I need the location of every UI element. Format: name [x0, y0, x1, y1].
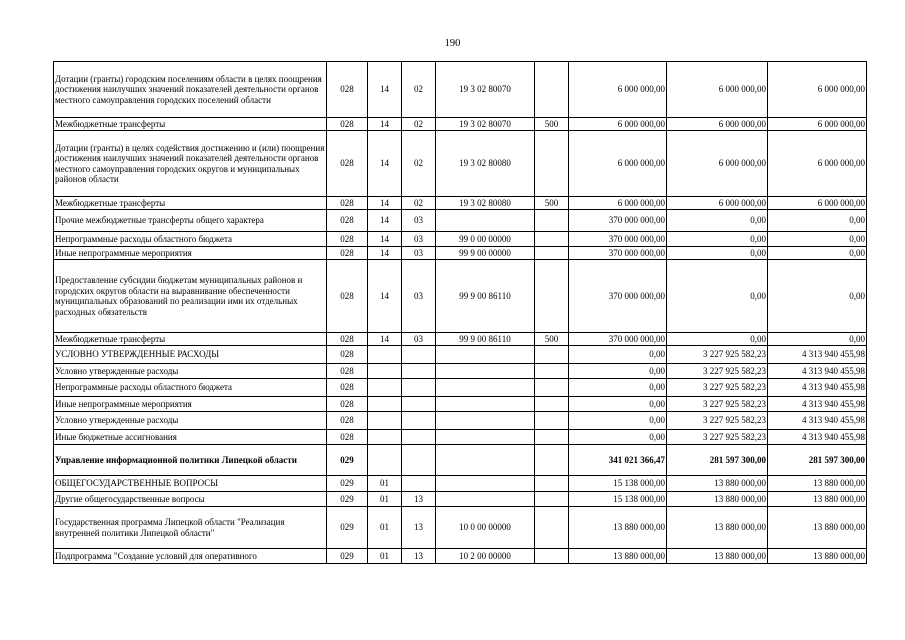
row-ved-code: 028 — [327, 333, 368, 346]
row-name: Межбюджетные трансферты — [54, 197, 327, 210]
row-sum-3: 6 000 000,00 — [768, 131, 867, 197]
row-sum-1: 13 880 000,00 — [569, 549, 667, 564]
row-sum-2: 3 227 925 582,23 — [667, 364, 768, 379]
row-subsection-code: 13 — [402, 549, 436, 564]
row-subsection-code — [402, 412, 436, 430]
table-row — [54, 232, 867, 247]
row-expense-type — [535, 412, 569, 430]
row-expense-type — [535, 492, 569, 507]
row-subsection-code: 03 — [402, 210, 436, 232]
table-row — [54, 131, 867, 197]
row-expense-type — [535, 260, 569, 333]
row-ved-code: 028 — [327, 232, 368, 247]
row-subsection-code — [402, 476, 436, 492]
row-ved-code: 029 — [327, 492, 368, 507]
row-ved-code: 029 — [327, 507, 368, 549]
table-row — [54, 210, 867, 232]
row-sum-2: 13 880 000,00 — [667, 507, 768, 549]
row-sum-2: 6 000 000,00 — [667, 131, 768, 197]
row-section-code: 01 — [368, 507, 402, 549]
row-expense-type: 500 — [535, 118, 569, 131]
row-target-article — [436, 492, 535, 507]
row-ved-code: 029 — [327, 445, 368, 476]
table-row — [54, 379, 867, 397]
row-target-article: 99 9 00 00000 — [436, 247, 535, 260]
row-subsection-code: 02 — [402, 62, 436, 118]
row-name: Дотации (гранты) в целях содействия достижению и (или) поощрения достижения наилучших значений показателей деятельности органов местного самоуправления городских округов и муниципальных районов области — [54, 131, 327, 197]
row-sum-1: 0,00 — [569, 397, 667, 412]
row-target-article — [436, 346, 535, 364]
row-subsection-code — [402, 364, 436, 379]
row-sum-1: 15 138 000,00 — [569, 476, 667, 492]
row-section-code: 14 — [368, 210, 402, 232]
table-row — [54, 247, 867, 260]
row-sum-2: 0,00 — [667, 210, 768, 232]
row-subsection-code — [402, 346, 436, 364]
row-sum-1: 370 000 000,00 — [569, 260, 667, 333]
row-section-code: 14 — [368, 247, 402, 260]
row-sum-1: 6 000 000,00 — [569, 131, 667, 197]
row-sum-1: 0,00 — [569, 364, 667, 379]
row-section-code — [368, 412, 402, 430]
row-sum-3: 4 313 940 455,98 — [768, 346, 867, 364]
row-sum-2: 0,00 — [667, 260, 768, 333]
row-name: Подпрограмма "Создание условий для оперативного — [54, 549, 327, 564]
row-ved-code: 028 — [327, 430, 368, 445]
row-name: УСЛОВНО УТВЕРЖДЕННЫЕ РАСХОДЫ — [54, 346, 327, 364]
row-sum-3: 0,00 — [768, 210, 867, 232]
row-sum-2: 13 880 000,00 — [667, 476, 768, 492]
row-sum-2: 281 597 300,00 — [667, 445, 768, 476]
row-name: Управление информационной политики Липецкой области — [54, 445, 327, 476]
row-target-article: 19 3 02 80070 — [436, 118, 535, 131]
table-row — [54, 197, 867, 210]
row-sum-3: 0,00 — [768, 260, 867, 333]
table-row — [54, 476, 867, 492]
row-section-code: 14 — [368, 197, 402, 210]
row-name: Межбюджетные трансферты — [54, 333, 327, 346]
row-sum-1: 6 000 000,00 — [569, 62, 667, 118]
row-target-article — [436, 364, 535, 379]
row-expense-type — [535, 507, 569, 549]
row-section-code: 14 — [368, 118, 402, 131]
row-section-code: 14 — [368, 260, 402, 333]
table-row — [54, 445, 867, 476]
row-name: Дотации (гранты) городским поселениям области в целях поощрения достижения наилучших значений показателей деятельности органов местного самоуправления городских поселений области — [54, 62, 327, 118]
row-target-article — [436, 476, 535, 492]
row-section-code — [368, 397, 402, 412]
table-row — [54, 260, 867, 333]
row-sum-3: 4 313 940 455,98 — [768, 379, 867, 397]
row-expense-type: 500 — [535, 197, 569, 210]
page-number: 190 — [444, 38, 461, 49]
row-ved-code: 028 — [327, 412, 368, 430]
budget-table — [53, 61, 867, 564]
row-sum-1: 370 000 000,00 — [569, 210, 667, 232]
row-name: Другие общегосударственные вопросы — [54, 492, 327, 507]
row-name: Иные бюджетные ассигнования — [54, 430, 327, 445]
table-row — [54, 492, 867, 507]
row-subsection-code: 03 — [402, 260, 436, 333]
row-ved-code: 028 — [327, 379, 368, 397]
table-row — [54, 507, 867, 549]
row-section-code — [368, 445, 402, 476]
row-name: Непрограммные расходы областного бюджета — [54, 379, 327, 397]
row-sum-1: 370 000 000,00 — [569, 333, 667, 346]
row-expense-type — [535, 346, 569, 364]
row-name: Иные непрограммные мероприятия — [54, 397, 327, 412]
row-target-article: 99 9 00 86110 — [436, 260, 535, 333]
row-sum-3: 13 880 000,00 — [768, 492, 867, 507]
row-sum-2: 13 880 000,00 — [667, 492, 768, 507]
row-ved-code: 028 — [327, 62, 368, 118]
row-target-article: 19 3 02 80070 — [436, 62, 535, 118]
row-sum-3: 6 000 000,00 — [768, 197, 867, 210]
row-name: Непрограммные расходы областного бюджета — [54, 232, 327, 247]
row-subsection-code — [402, 445, 436, 476]
table-row — [54, 364, 867, 379]
row-ved-code: 028 — [327, 210, 368, 232]
row-section-code: 01 — [368, 492, 402, 507]
row-section-code: 14 — [368, 232, 402, 247]
row-subsection-code — [402, 430, 436, 445]
row-expense-type — [535, 445, 569, 476]
row-target-article — [436, 210, 535, 232]
row-subsection-code: 03 — [402, 232, 436, 247]
row-sum-2: 0,00 — [667, 232, 768, 247]
row-target-article — [436, 412, 535, 430]
row-section-code: 01 — [368, 549, 402, 564]
table-row — [54, 549, 867, 564]
row-sum-2: 0,00 — [667, 247, 768, 260]
row-name: ОБЩЕГОСУДАРСТВЕННЫЕ ВОПРОСЫ — [54, 476, 327, 492]
row-subsection-code: 02 — [402, 131, 436, 197]
row-sum-2: 6 000 000,00 — [667, 118, 768, 131]
row-subsection-code: 03 — [402, 333, 436, 346]
row-sum-3: 0,00 — [768, 232, 867, 247]
row-sum-2: 13 880 000,00 — [667, 549, 768, 564]
row-expense-type: 500 — [535, 333, 569, 346]
row-subsection-code: 13 — [402, 507, 436, 549]
row-expense-type — [535, 62, 569, 118]
row-sum-3: 4 313 940 455,98 — [768, 364, 867, 379]
row-sum-2: 3 227 925 582,23 — [667, 397, 768, 412]
row-sum-1: 6 000 000,00 — [569, 118, 667, 131]
row-sum-1: 341 021 366,47 — [569, 445, 667, 476]
table-row — [54, 62, 867, 118]
row-sum-1: 0,00 — [569, 379, 667, 397]
row-sum-2: 6 000 000,00 — [667, 197, 768, 210]
row-target-article: 19 3 02 80080 — [436, 131, 535, 197]
row-sum-3: 0,00 — [768, 247, 867, 260]
row-sum-2: 0,00 — [667, 333, 768, 346]
table-row — [54, 430, 867, 445]
table-row — [54, 397, 867, 412]
row-subsection-code — [402, 397, 436, 412]
row-ved-code: 028 — [327, 118, 368, 131]
row-ved-code: 029 — [327, 549, 368, 564]
row-section-code: 14 — [368, 333, 402, 346]
row-sum-1: 370 000 000,00 — [569, 232, 667, 247]
row-section-code — [368, 430, 402, 445]
row-name: Межбюджетные трансферты — [54, 118, 327, 131]
row-section-code — [368, 346, 402, 364]
row-section-code — [368, 379, 402, 397]
row-name: Иные непрограммные мероприятия — [54, 247, 327, 260]
row-sum-3: 281 597 300,00 — [768, 445, 867, 476]
row-target-article: 99 0 00 00000 — [436, 232, 535, 247]
row-sum-2: 3 227 925 582,23 — [667, 379, 768, 397]
row-sum-1: 0,00 — [569, 346, 667, 364]
row-target-article: 10 0 00 00000 — [436, 507, 535, 549]
row-sum-3: 13 880 000,00 — [768, 476, 867, 492]
row-name: Прочие межбюджетные трансферты общего характера — [54, 210, 327, 232]
row-name: Условно утвержденные расходы — [54, 364, 327, 379]
row-name: Государственная программа Липецкой области "Реализация внутренней политики Липецкой области" — [54, 507, 327, 549]
row-section-code: 01 — [368, 476, 402, 492]
row-sum-1: 15 138 000,00 — [569, 492, 667, 507]
row-ved-code: 029 — [327, 476, 368, 492]
row-target-article — [436, 379, 535, 397]
row-section-code: 14 — [368, 131, 402, 197]
row-expense-type — [535, 379, 569, 397]
row-sum-1: 13 880 000,00 — [569, 507, 667, 549]
row-target-article — [436, 397, 535, 412]
table-row — [54, 412, 867, 430]
row-sum-1: 0,00 — [569, 412, 667, 430]
row-expense-type — [535, 397, 569, 412]
row-ved-code: 028 — [327, 346, 368, 364]
row-expense-type — [535, 131, 569, 197]
row-expense-type — [535, 430, 569, 445]
row-sum-3: 13 880 000,00 — [768, 549, 867, 564]
row-subsection-code — [402, 379, 436, 397]
row-target-article: 19 3 02 80080 — [436, 197, 535, 210]
row-section-code: 14 — [368, 62, 402, 118]
table-row — [54, 118, 867, 131]
row-name: Условно утвержденные расходы — [54, 412, 327, 430]
row-ved-code: 028 — [327, 397, 368, 412]
row-subsection-code: 03 — [402, 247, 436, 260]
row-subsection-code: 02 — [402, 197, 436, 210]
row-expense-type — [535, 232, 569, 247]
row-expense-type — [535, 549, 569, 564]
row-sum-3: 4 313 940 455,98 — [768, 412, 867, 430]
table-row — [54, 346, 867, 364]
row-sum-2: 3 227 925 582,23 — [667, 346, 768, 364]
row-expense-type — [535, 364, 569, 379]
row-ved-code: 028 — [327, 197, 368, 210]
row-expense-type — [535, 210, 569, 232]
row-ved-code: 028 — [327, 131, 368, 197]
row-expense-type — [535, 476, 569, 492]
row-sum-3: 4 313 940 455,98 — [768, 397, 867, 412]
row-sum-1: 370 000 000,00 — [569, 247, 667, 260]
row-sum-3: 0,00 — [768, 333, 867, 346]
row-sum-1: 0,00 — [569, 430, 667, 445]
row-sum-1: 6 000 000,00 — [569, 197, 667, 210]
row-section-code — [368, 364, 402, 379]
row-sum-2: 6 000 000,00 — [667, 62, 768, 118]
row-sum-3: 6 000 000,00 — [768, 62, 867, 118]
row-sum-3: 6 000 000,00 — [768, 118, 867, 131]
table-row — [54, 333, 867, 346]
row-sum-2: 3 227 925 582,23 — [667, 430, 768, 445]
row-expense-type — [535, 247, 569, 260]
row-ved-code: 028 — [327, 247, 368, 260]
row-sum-2: 3 227 925 582,23 — [667, 412, 768, 430]
row-target-article: 10 2 00 00000 — [436, 549, 535, 564]
row-subsection-code: 02 — [402, 118, 436, 131]
row-name: Предоставление субсидии бюджетам муниципальных районов и городских округов области на выравнивание обеспеченности муниципальных образований по реализации ими их отдельных расходных обязательств — [54, 260, 327, 333]
row-ved-code: 028 — [327, 364, 368, 379]
row-sum-3: 4 313 940 455,98 — [768, 430, 867, 445]
row-target-article: 99 9 00 86110 — [436, 333, 535, 346]
row-sum-3: 13 880 000,00 — [768, 507, 867, 549]
row-ved-code: 028 — [327, 260, 368, 333]
row-target-article — [436, 445, 535, 476]
row-subsection-code: 13 — [402, 492, 436, 507]
row-target-article — [436, 430, 535, 445]
